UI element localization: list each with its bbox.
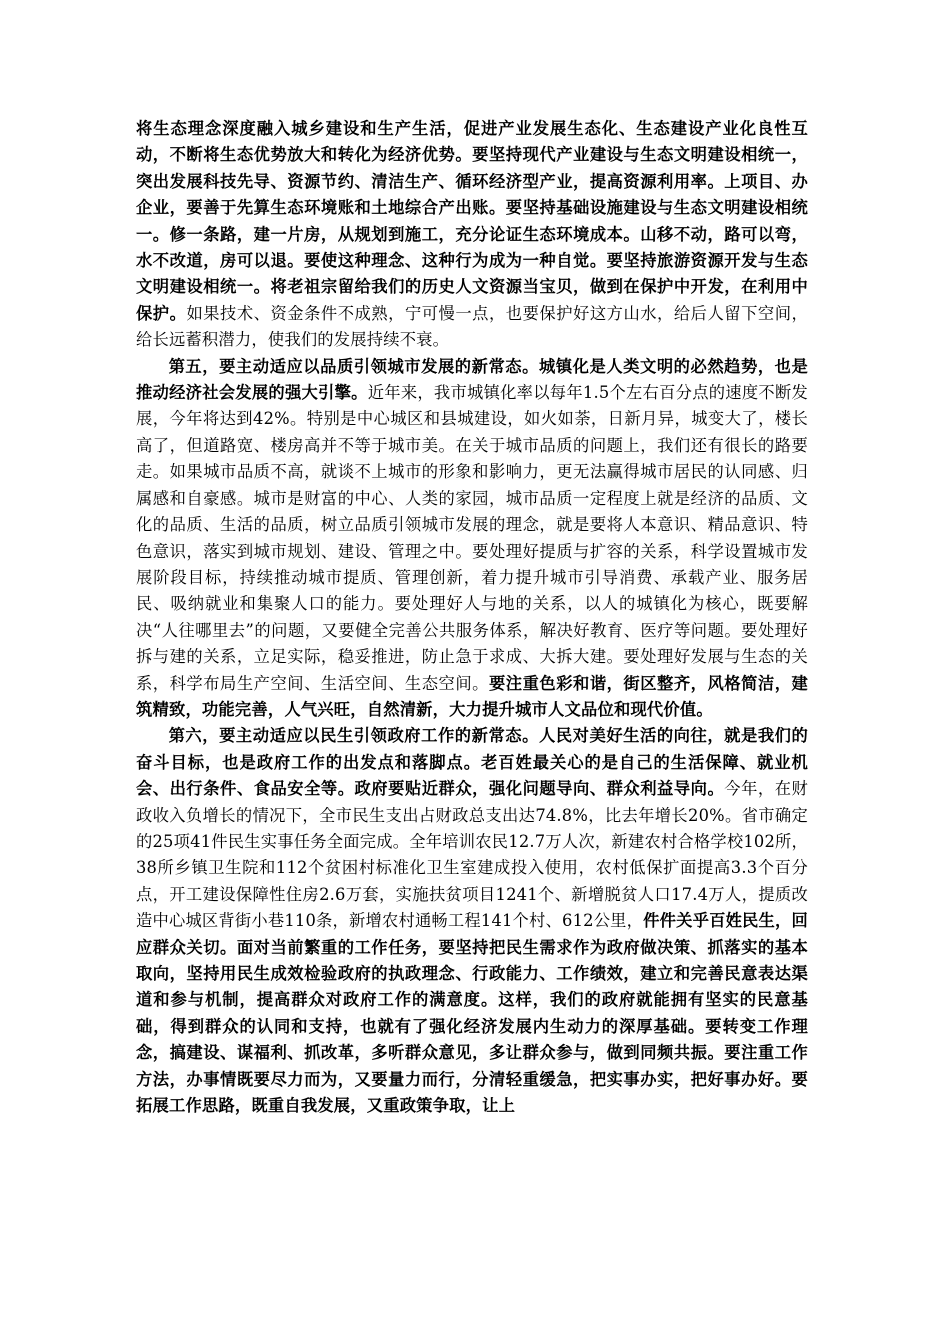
document-page	[136, 116, 808, 1119]
paragraph-1	[136, 116, 808, 354]
paragraph-text: 如果技术、资金条件不成熟，宁可慢一点，也要保护好这方山水，给后人留下空间，给长远蓄积潜力，使我们的发展持续不衰。	[136, 303, 809, 350]
paragraph-text-bold: 件件关乎百姓民生，回应群众关切。面对当前繁重的工作任务，要坚持把民生需求作为政府做决策、抓落实的基本取向，坚持用民生成效检验政府的执政理念、行政能力、工作绩效，建立和完善民意表达渠道和参与机制，提高群众对政府工作的满意度。这样，我们的政府就能拥有坚实的民意基础，得到群众的认同和支持，也就有了强化经济发展内生动力的深厚基础。要转变工作理念，搞建设、谋福利、抓改革，多听群众意见，多让群众参与，做到同频共振。要注重工作方法，办事情既要尽力而为，又要量力而行，分清轻重缓急，把实事办实，把好事办好。要拓展工作思路，既重自我发展，又重政策争取，让上	[136, 911, 808, 1116]
paragraph-3	[136, 723, 808, 1119]
paragraph-text: 近年来，我市城镇化率以每年1.5个左右百分点的速度不断发展，今年将达到42%。特别是中心城区和县城建设，如火如荼，日新月异，城变大了，楼长高了，但道路宽、楼房高并不等于城市美。在关于城市品质的问题上，我们还有很长的路要走。如果城市品质不高，就谈不上城市的形象和影响力，更无法赢得城市居民的认同感、归属感和自豪感。城市是财富的中心、人类的家园，城市品质一定程度上就是经济的品质、文化的品质、生活的品质，树立品质引领城市发展的理念，就是要将人本意识、精品意识、特色意识，落实到城市规划、建设、管理之中。要处理好提质与扩容的关系，科学设置城市发展阶段目标，持续推动城市提质、管理创新，着力提升城市引导消费、承载产业、服务居民、吸纳就业和集聚人口的能力。要处理好人与地的关系，以人的城镇化为核心，既要解决“人往哪里去”的问题，又要健全完善公共服务体系，解决好教育、医疗等问题。要处理好拆与建的关系，立足实际，稳妥推进，防止急于求成、大拆大建。要处理好发展与生态的关系，科学布局生产空间、生活空间、生态空间。	[136, 383, 808, 693]
paragraph-text-bold: 要注重色彩和谐，街区整齐，风格简洁，建筑精致，功能完善，人气兴旺，自然清新，大力提升城市人文品位和现代价值。	[136, 673, 808, 719]
paragraph-text-bold: 第五，要主动适应以品质引领城市发展的新常态。城镇化是人类文明的必然趋势，也是推动经济社会发展的强大引擎。	[136, 356, 808, 403]
paragraph-text: 今年，在财政收入负增长的情况下，全市民生支出占财政总支出达74.8%，比去年增长20%。省市确定的25项41件民生实事任务全面完成。全年培训农民12.7万人次，新建农村合格学校102所，38所乡镇卫生院和112个贫困村标准化卫生室建成投入使用，农村低保扩面提高3.3个百分点，开工建设保障性住房2.6万套，实施扶贫项目1241个、新增脱贫人口17.4万人，提质改造中心城区背街小巷110条，新增农村通畅工程141个村、612公里，	[136, 779, 809, 931]
paragraph-text-bold: 第六，要主动适应以民生引领政府工作的新常态。人民对美好生活的向往，就是我们的奋斗目标，也是政府工作的出发点和落脚点。老百姓最关心的是自己的生活保障、就业机会、出行条件、食品安全等。政府要贴近群众，强化问题导向、群众利益导向。	[136, 726, 808, 799]
paragraph-2	[136, 354, 808, 724]
paragraph-text-bold: 将生态理念深度融入城乡建设和生产生活，促进产业发展生态化、生态建设产业化良性互动，不断将生态优势放大和转化为经济优势。要坚持现代产业建设与生态文明建设相统一，突出发展科技先导、资源节约、清洁生产、循环经济型产业，提高资源利用率。上项目、办企业，要善于先算生态环境账和土地综合产出账。要坚持基础设施建设与生态文明建设相统一。修一条路，建一片房，从规划到施工，充分论证生态环境成本。山移不动，路可以弯，水不改道，房可以退。要使这种理念、这种行为成为一种自觉。要坚持旅游资源开发与生态文明建设相统一。将老祖宗留给我们的历史人文资源当宝贝，做到在保护中开发，在利用中保护。	[136, 119, 808, 323]
